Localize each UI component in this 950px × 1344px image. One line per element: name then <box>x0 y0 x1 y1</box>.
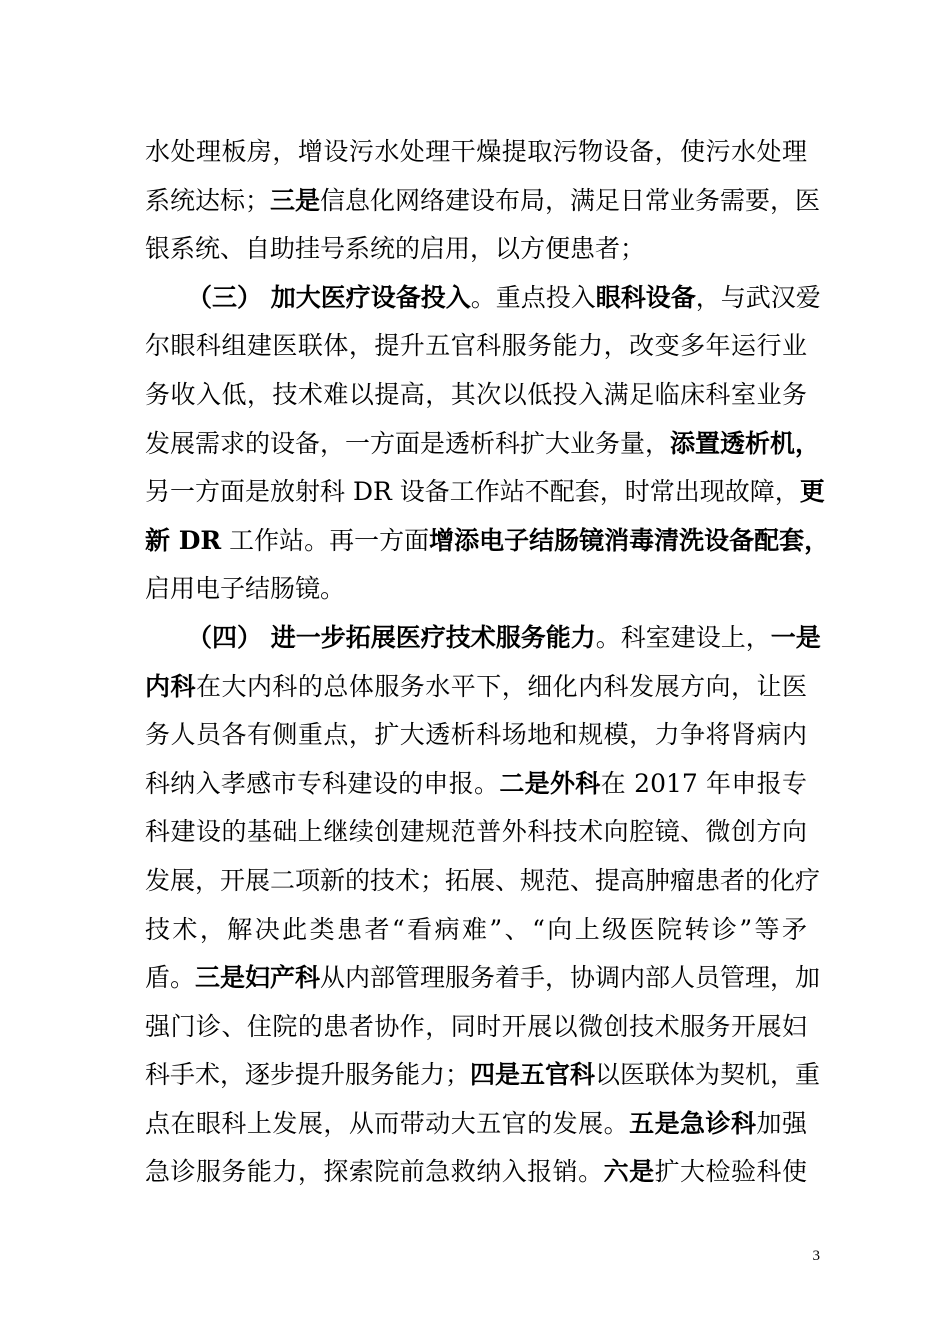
text-run: 信息化网络建设布局，满足日常业务需要，医 <box>320 185 821 215</box>
text-run: 在 2017 年申报专 <box>600 768 807 798</box>
text-line <box>145 954 821 1003</box>
bold-text-run: 四是五官科 <box>470 1060 596 1090</box>
text-run: 加强 <box>756 1108 807 1138</box>
bold-text-run: 添置透析机， <box>670 428 821 458</box>
text-line <box>145 517 830 566</box>
text-line <box>145 1148 807 1197</box>
text-run: 扩大检验科使 <box>654 1157 807 1187</box>
text-run: 以医联体为契机，重 <box>595 1060 821 1090</box>
bold-text-run: 新 DR <box>145 525 222 555</box>
bold-text-run: （三） 加大医疗设备投入 <box>187 282 471 312</box>
bold-text-run: 二是外科 <box>499 768 601 798</box>
text-line <box>145 371 807 420</box>
text-run: 水处理板房，增设污水处理干燥提取污物设备，使污水处理 <box>145 137 807 166</box>
text-line <box>145 906 807 955</box>
text-run: 银系统、自助挂号系统的启用，以方便患者； <box>145 234 646 264</box>
text-run: 务收入低，技术难以提高，其次以低投入满足临床科室业务 <box>145 379 807 409</box>
text-line <box>145 857 821 906</box>
text-line <box>145 420 821 469</box>
text-run: 。重点投入 <box>470 282 596 312</box>
text-run: 点在眼科上发展，从而带动大五官的发展。 <box>145 1108 630 1138</box>
bold-text-run: 一是 <box>770 622 821 652</box>
bold-text-run: 三是妇产科 <box>195 963 321 993</box>
text-run: 急诊服务能力，探索院前急救纳入报销。 <box>145 1157 604 1187</box>
text-run: 盾。 <box>145 963 196 993</box>
bold-text-run: 六是 <box>603 1157 655 1187</box>
text-line <box>145 225 807 274</box>
text-run: 科手术，逐步提升服务能力； <box>145 1060 471 1090</box>
text-line <box>145 1100 807 1149</box>
page-number: 3 <box>812 1248 820 1264</box>
text-line <box>145 663 807 712</box>
text-line <box>145 760 807 809</box>
text-run: 。科室建设上， <box>595 622 771 652</box>
text-line <box>145 177 821 226</box>
text-run: 科纳入孝感市专科建设的申报。 <box>145 768 500 798</box>
text-line <box>145 1051 821 1100</box>
text-run: 从内部管理服务着手，协调内部人员管理，加 <box>320 963 821 993</box>
text-run: 强门诊、住院的患者协作，同时开展以微创技术服务开展妇 <box>145 1011 807 1041</box>
text-run: 系统达标； <box>145 185 271 215</box>
bold-text-run: 增添电子结肠镜消毒清洗设备配套， <box>429 525 830 555</box>
text-run: 工作站。再一方面 <box>221 525 430 555</box>
text-line <box>145 128 807 177</box>
text-run: 启用电子结肠镜。 <box>145 574 346 604</box>
text-run: 技术，解决此类患者“看病难”、“向上级医院转诊”等矛 <box>145 914 807 944</box>
bold-text-run: 更 <box>799 477 825 507</box>
text-run: 务人员各有侧重点，扩大透析科场地和规模，力争将肾病内 <box>145 720 807 750</box>
bold-text-run: 五是急诊科 <box>629 1108 757 1138</box>
bold-text-run: （四） 进一步拓展医疗技术服务能力 <box>187 622 596 652</box>
text-run: 科建设的基础上继续创建规范普外科技术向腔镜、微创方向 <box>145 817 807 847</box>
text-line <box>145 322 807 371</box>
text-line <box>145 565 807 614</box>
text-line <box>145 274 821 323</box>
text-line <box>145 808 807 857</box>
text-line <box>145 1003 807 1052</box>
text-run: 发展，开展二项新的技术；拓展、规范、提高肿瘤患者的化疗 <box>145 865 821 895</box>
text-run: 在大内科的总体服务水平下，细化内科发展方向，让医 <box>195 671 807 701</box>
text-run: 发展需求的设备，一方面是透析科扩大业务量， <box>145 428 671 458</box>
bold-text-run: 眼科设备 <box>595 282 696 312</box>
text-line <box>145 614 821 663</box>
bold-text-run: 内科 <box>145 671 196 701</box>
text-run: 另一方面是放射科 DR 设备工作站不配套，时常出现故障， <box>145 477 800 507</box>
document-body <box>145 128 830 1197</box>
text-run: ，与武汉爱 <box>695 282 821 312</box>
text-run: 尔眼科组建医联体，提升五官科服务能力，改变多年运行业 <box>145 331 807 361</box>
text-line <box>145 711 807 760</box>
bold-text-run: 三是 <box>270 185 321 215</box>
text-line <box>145 468 825 517</box>
